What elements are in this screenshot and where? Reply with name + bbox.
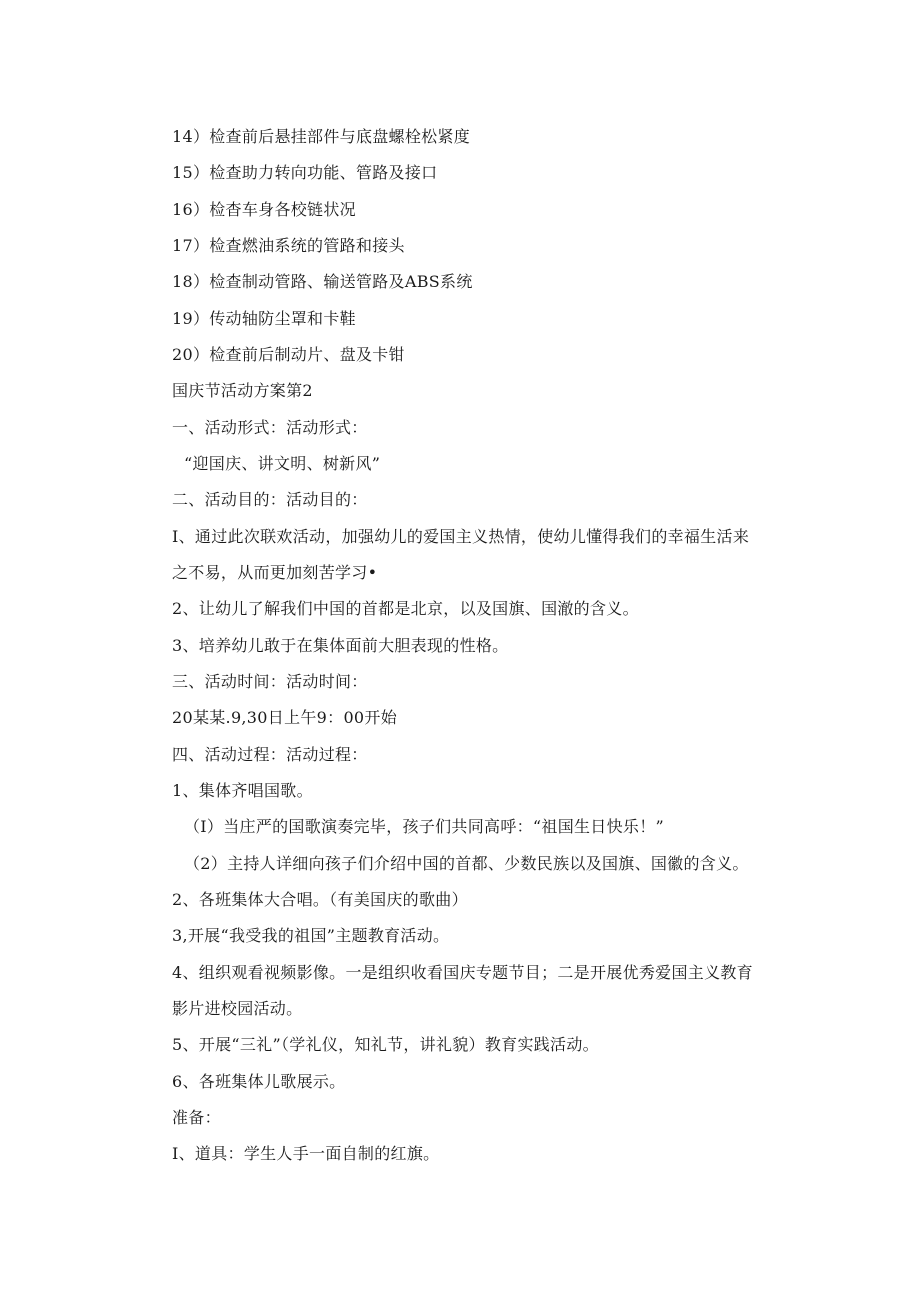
process-item-3: 3,开展“我受我的祖国”主题教育活动。 (172, 926, 450, 945)
activity-time-value: 20某某.9,30日上午9：00开始 (172, 708, 398, 727)
process-item-4-cont: 影片进校园活动。 (172, 999, 303, 1018)
activity-slogan: “迎国庆、讲文明、树新风” (184, 454, 381, 473)
list-item-15: 15）检查助力转向功能、管路及接口 (172, 163, 438, 182)
heading-activity-process: 四、活动过程：活动过程： (172, 745, 368, 764)
list-item-18: 18）检查制动管路、输送管路及ABS系统 (172, 272, 473, 291)
list-item-20: 20）检查前后制动片、盘及卡钳 (172, 345, 405, 364)
heading-activity-time: 三、活动时间：活动时间： (172, 672, 368, 691)
preparation-item-1: I、道具：学生人手一面自制的红旗。 (172, 1144, 440, 1163)
purpose-item-3: 3、培养幼儿敢于在集体面前大胆表现的性格。 (172, 636, 509, 655)
process-item-4: 4、组织观看视频影像。一是组织收看国庆专题节目；二是开展优秀爱国主义教育 (172, 963, 753, 982)
purpose-item-1: I、通过此次联欢活动，加强幼儿的爱国主义热情，使幼儿懂得我们的幸福生活来 (172, 527, 750, 546)
purpose-item-2: 2、让幼儿了解我们中国的首都是北京，以及国旗、国澈的含义。 (172, 599, 639, 618)
list-item-14: 14）检查前后悬挂部件与底盘螺栓松紧度 (172, 127, 471, 146)
process-item-5: 5、开展“三礼”（学礼仪，知礼节，讲礼貌）教育实践活动。 (172, 1035, 599, 1054)
process-sub-item-2: （2）主持人详细向孩子们介绍中国的首都、少数民族以及国旗、国徽的含义。 (184, 854, 749, 873)
heading-preparation: 准备： (172, 1108, 221, 1127)
process-item-1: 1、集体齐唱国歌。 (172, 781, 313, 800)
list-item-16: 16）检杳车身各校链状况 (172, 200, 356, 219)
heading-activity-purpose: 二、活动目的：活动目的： (172, 490, 368, 509)
list-item-17: 17）检查燃油系统的管路和接头 (172, 236, 405, 255)
process-item-2: 2、各班集体大合唱。（有美国庆的歌曲） (172, 890, 468, 909)
process-sub-item-1: （I）当庄严的国歌演奏完毕，孩子们共同高呼：“祖国生日快乐！” (184, 817, 664, 836)
section-title: 国庆节活动方案第2 (172, 381, 313, 400)
purpose-item-1-cont: 之不易，从而更加刻苦学习• (172, 563, 378, 582)
heading-activity-form: 一、活动形式：活动形式： (172, 418, 368, 437)
process-item-6: 6、各班集体儿歌展示。 (172, 1072, 346, 1091)
list-item-19: 19）传动轴防尘罩和卡鞋 (172, 309, 356, 328)
